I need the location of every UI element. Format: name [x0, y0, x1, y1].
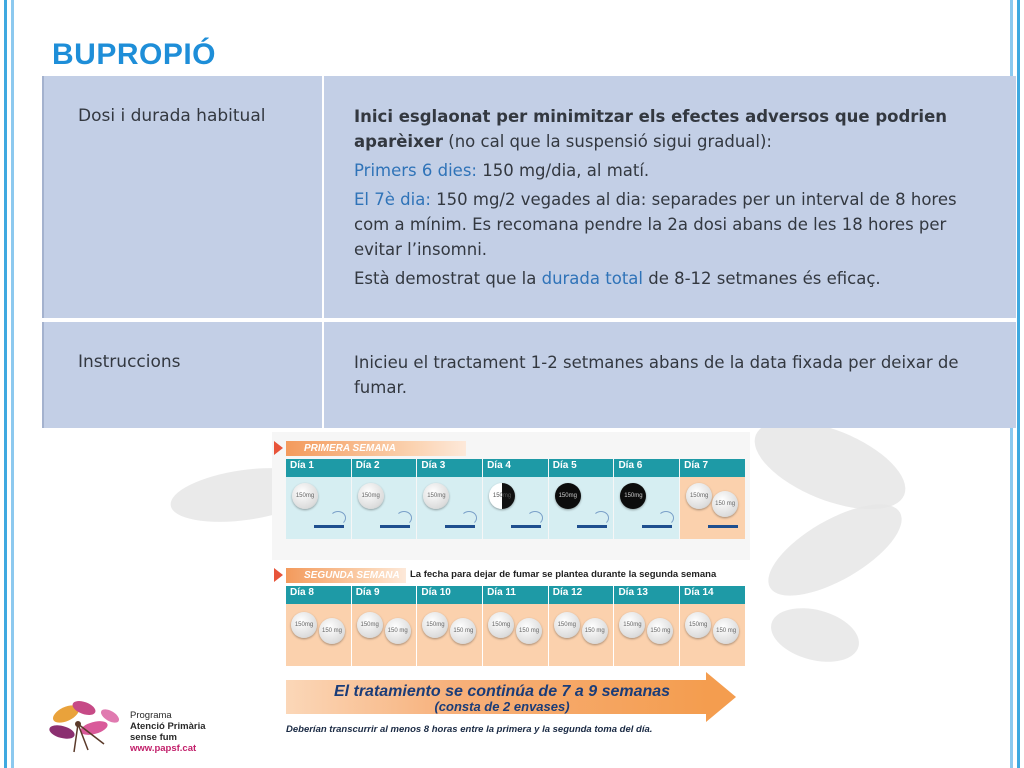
pill-icon: 150 mg: [712, 491, 738, 517]
day-label: Día 9: [355, 587, 380, 598]
interval-note: Deberían transcurrir al menos 8 horas entre la primera y la segunda toma del día.: [286, 724, 653, 735]
day-label: Día 7: [684, 460, 709, 471]
pill-icon: 150mg: [619, 612, 645, 638]
pill-icon: 150mg: [422, 612, 448, 638]
total-pre: Està demostrat que la: [354, 269, 542, 288]
left-stripe-1: [4, 0, 7, 768]
logo-line-3: sense fum: [130, 732, 177, 743]
instructions-label-cell: [42, 322, 322, 428]
smoke-icon: [461, 511, 477, 525]
intro-bold: Inici esglaonat per minimitzar els efectes adversos que podrien aparèixer: [354, 107, 948, 151]
day-label: Día 10: [421, 587, 451, 598]
day-label: Día 1: [290, 460, 314, 471]
cigarette-icon: [380, 525, 410, 528]
logo-url: www.papsf.cat: [130, 743, 197, 754]
day-label: Día 4: [487, 460, 511, 471]
day-card: [286, 586, 351, 666]
duration-line-2: (consta de 2 envases): [434, 699, 570, 714]
cigarette-icon: [577, 525, 607, 528]
day7-text: 150 mg/2 vegades al dia: separades per un interval de 8 hores com a mínim. Es recomana pendre la 2a dosi abans de les 18 hores per evitar l’insomni.: [354, 190, 957, 259]
pill-icon: 150mg: [686, 483, 712, 509]
pill-icon: 150 mg: [450, 618, 476, 644]
cigarette-icon: [314, 525, 344, 528]
week2-days: [286, 586, 746, 666]
day7-label: El 7è dia:: [354, 190, 431, 209]
pill-icon: 150mg: [291, 612, 317, 638]
day-label: Día 8: [290, 587, 314, 598]
day-card: [549, 459, 614, 539]
pill-icon: 150mg: [488, 612, 514, 638]
day-card: [549, 586, 614, 666]
pill-icon: 150 mg: [713, 618, 739, 644]
day-card: [417, 459, 482, 539]
intro-rest: (no cal que la suspensió sigui gradual):: [443, 132, 772, 151]
day-card: [614, 459, 679, 539]
instructions-row: [42, 322, 1016, 428]
instructions-text-cell: [324, 322, 1016, 428]
day-card: [417, 586, 482, 666]
first-days-text: 150 mg/dia, al matí.: [477, 161, 650, 180]
pill-icon: 150 mg: [582, 618, 608, 644]
day-label: Día 6: [618, 460, 643, 471]
dosage-schedule: [272, 432, 750, 742]
pill-icon: 150 mg: [516, 618, 542, 644]
dosage-label-cell: [42, 76, 322, 318]
logo-text: [130, 710, 206, 754]
dosage-label: Dosi i durada habitual: [78, 106, 266, 126]
smoke-icon: [658, 511, 674, 525]
week1-arrow-icon: [274, 441, 283, 455]
background-petal: [765, 599, 865, 671]
pill-icon: 150mg: [555, 483, 581, 509]
day-card: [352, 459, 417, 539]
day-card: [680, 586, 745, 666]
pill-icon: 150mg: [357, 612, 383, 638]
left-stripe-2: [11, 0, 14, 768]
day-card: [352, 586, 417, 666]
day-card: [680, 459, 745, 539]
instructions-text: Inicieu el tractament 1-2 setmanes abans de la data fixada per deixar de fumar.: [354, 353, 959, 397]
pill-icon: 150mg: [554, 612, 580, 638]
pill-icon: 150mg: [620, 483, 646, 509]
day-label: Día 11: [487, 587, 516, 598]
program-logo: [44, 694, 244, 756]
pill-icon: 150mg: [423, 483, 449, 509]
day-card: [286, 459, 351, 539]
pill-icon: 150mg: [292, 483, 318, 509]
cigarette-icon: [511, 525, 541, 528]
pill-icon: 150 mg: [647, 618, 673, 644]
right-stripe-1: [1017, 0, 1020, 768]
dosage-text: [354, 104, 988, 295]
pill-icon: 150 mg: [319, 618, 345, 644]
day-card: [483, 586, 548, 666]
page-title: BUPROPIÓ: [52, 38, 217, 71]
duration-text: [332, 684, 672, 714]
duration-line-1: El tratamiento se continúa de 7 a 9 semanas: [333, 683, 671, 700]
logo-line-2: Atenció Primària: [130, 721, 206, 732]
total-label: durada total: [541, 269, 643, 288]
day-label: Día 5: [552, 460, 577, 471]
cigarette-icon: [642, 525, 672, 528]
smoke-icon: [330, 511, 346, 525]
day-label: Día 3: [421, 460, 446, 471]
smoke-icon: [527, 511, 543, 525]
pill-icon: 150mg: [685, 612, 711, 638]
week1-label: PRIMERA SEMANA: [286, 441, 466, 456]
week2-label: SEGUNDA SEMANA: [286, 568, 406, 583]
dosage-row: [42, 76, 1016, 318]
instructions-label: Instruccions: [78, 352, 181, 372]
cigarette-icon: [445, 525, 475, 528]
day-label: Día 13: [618, 587, 648, 598]
day-label: Día 14: [684, 587, 714, 598]
background-petal: [755, 487, 915, 614]
cigarette-icon: [708, 525, 738, 528]
dosage-text-cell: [324, 76, 1016, 318]
arrow-head-icon: [706, 672, 736, 722]
dosage-table: [42, 76, 1016, 428]
day-card: [614, 586, 679, 666]
week2-arrow-icon: [274, 568, 283, 582]
day-label: Día 12: [552, 587, 583, 598]
week1-days: [286, 459, 746, 539]
flower-logo-icon: [44, 694, 128, 756]
pill-icon: 150mg: [489, 483, 515, 509]
smoke-icon: [593, 511, 609, 525]
week2-note: La fecha para dejar de fumar se plantea durante la segunda semana: [410, 569, 717, 580]
total-post: de 8-12 setmanes és eficaç.: [642, 269, 881, 288]
pill-icon: 150mg: [358, 483, 384, 509]
day-label: Día 2: [355, 460, 380, 471]
pill-icon: 150 mg: [385, 618, 411, 644]
logo-line-1: Programa: [130, 710, 172, 721]
day-card: [483, 459, 548, 539]
first-days-label: Primers 6 dies:: [354, 161, 477, 180]
smoke-icon: [396, 511, 412, 525]
